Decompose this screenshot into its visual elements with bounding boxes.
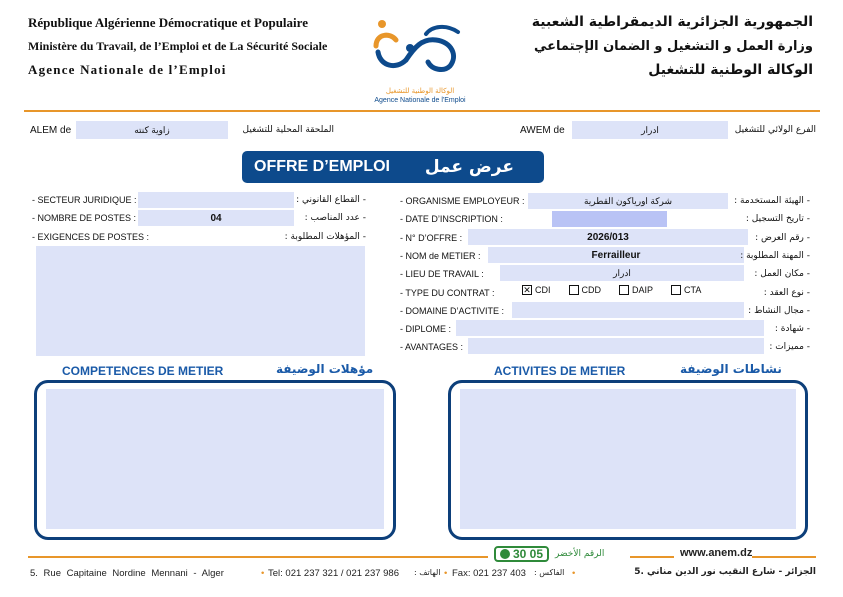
lieu-label: - LIEU DE TRAVAIL : <box>400 269 484 279</box>
header-fr-line2: Ministère du Travail, de l’Emploi et de La Sécurité Sociale <box>28 39 328 53</box>
contrat-option-label: CTA <box>684 285 702 295</box>
activites-title-ar: نشاطات الوضيفة <box>680 362 782 376</box>
title-banner <box>242 151 544 183</box>
awem-field[interactable]: ادرار <box>572 121 728 139</box>
green-number-label: الرقم الأخضر <box>555 549 605 559</box>
lieu-ar-label: - مكان العمل : <box>754 269 810 279</box>
header-ar-line3: الوكالة الوطنية للتشغيل <box>648 62 813 78</box>
contrat-ar-label: - نوع العقد : <box>763 288 810 298</box>
address-fr: 5. Rue Capitaine Nordine Mennani - Alger <box>30 568 224 579</box>
postes-ar-label: - عدد المناصب : <box>304 213 366 223</box>
organisme-ar-label: - الهيئة المستخدمة : <box>734 196 810 206</box>
footer-fax: Fax: 021 237 403 <box>452 568 526 579</box>
footer-tel: Tel: 021 237 321 / 021 237 986 <box>268 568 400 579</box>
header-ar-line2: وزارة العمل و التشغيل و الضمان الإجتماعي <box>534 39 813 54</box>
avantages-ar-label: - مميزات : <box>769 342 810 352</box>
header-fr-line3: Agence Nationale de l’Emploi <box>28 62 227 77</box>
footer-divider-left <box>28 556 488 558</box>
avantages-field[interactable] <box>468 338 764 354</box>
contrat-option-label: CDI <box>535 285 551 295</box>
contrat-label: - TYPE DU CONTRAT : <box>400 288 495 298</box>
contrat-option-daip[interactable] <box>619 285 653 295</box>
date-ar-label: - تاريخ التسجيل : <box>745 214 810 224</box>
address-ar: الجزائر - شارع النقيب نور الدين مناني .5 <box>634 567 816 577</box>
contrat-options <box>522 285 701 295</box>
checkbox-checked-icon[interactable]: ✕ <box>523 284 531 295</box>
domaine-ar-label: - مجال النشاط : <box>748 306 810 316</box>
alem-label: ALEM de <box>30 125 72 136</box>
secteur-ar-label: - القطاع القانوني : <box>296 195 366 205</box>
metier-label: - NOM de METIER : <box>400 251 481 261</box>
competences-title: COMPETENCES DE METIER <box>62 364 224 378</box>
header-divider <box>24 110 820 112</box>
footer-tel-ar: : الهاتف <box>414 568 441 577</box>
title-fr: OFFRE D’EMPLOI <box>254 158 390 175</box>
date-field[interactable] <box>552 211 667 227</box>
competences-title-ar: مؤهلات الوضيفة <box>276 362 374 376</box>
postes-label: - NOMBRE DE POSTES : <box>32 213 137 223</box>
green-number: 30 05 <box>513 547 544 561</box>
date-label: - DATE D’INSCRIPTION : <box>400 214 503 224</box>
bullet-icon: • <box>572 568 576 579</box>
bullet-icon: • <box>261 568 265 579</box>
domaine-field[interactable] <box>512 302 744 318</box>
offre-label: - N° D’OFFRE : <box>400 233 463 243</box>
secteur-label: - SECTEUR JURIDIQUE : <box>32 195 137 205</box>
competences-panel <box>34 380 396 540</box>
footer-divider-right <box>752 556 816 558</box>
contrat-option-cdi[interactable] <box>522 285 551 295</box>
header-ar-line1: الجمهورية الجزائرية الديمقراطية الشعبية <box>531 14 813 30</box>
competences-field[interactable] <box>46 389 384 529</box>
green-number-block <box>494 546 604 562</box>
logo-fr-text: Agence Nationale de l'Emploi <box>374 97 466 104</box>
activites-field[interactable] <box>460 389 796 529</box>
contrat-option-label: CDD <box>581 285 601 295</box>
contrat-option-label: DAIP <box>632 285 654 295</box>
contrat-option-cdd[interactable] <box>569 285 602 295</box>
organisme-field[interactable]: شركة اورياكون القطرية <box>528 193 728 209</box>
metier-field[interactable]: Ferrailleur <box>488 247 744 263</box>
offre-field[interactable]: 2026/013 <box>468 229 748 245</box>
footer-fax-ar: : الفاكس <box>534 568 565 577</box>
offre-ar-label: - رقم العرض : <box>755 233 810 243</box>
phone-icon <box>500 549 510 559</box>
lieu-field[interactable]: ادرار <box>500 265 744 281</box>
anem-logo <box>366 12 474 104</box>
checkbox-icon[interactable] <box>671 285 681 295</box>
awem-ar-label: الفرع الولائي للتشغيل <box>734 125 816 135</box>
header-fr-line1: République Algérienne Démocratique et Populaire <box>28 15 308 30</box>
checkbox-icon[interactable] <box>619 285 629 295</box>
activites-panel <box>448 380 808 540</box>
activites-title: ACTIVITES DE METIER <box>494 364 626 378</box>
checkbox-icon[interactable] <box>569 285 579 295</box>
diplome-label: - DIPLOME : <box>400 324 452 334</box>
diplome-ar-label: - شهادة : <box>774 324 810 334</box>
exigences-ar-label: - المؤهلات المطلوبة : <box>284 232 366 242</box>
exigences-field[interactable] <box>36 246 365 356</box>
exigences-label: - EXIGENCES DE POSTES : <box>32 232 150 242</box>
awem-label: AWEM de <box>520 125 565 136</box>
domaine-label: - DOMAINE D’ACTIVITE : <box>400 306 505 316</box>
organisme-label: - ORGANISME EMPLOYEUR : <box>400 196 525 206</box>
logo-icon <box>366 12 474 82</box>
footer-divider-mid <box>630 556 674 558</box>
bullet-icon: • <box>444 568 448 579</box>
alem-field[interactable]: زاوية كنته <box>76 121 228 139</box>
postes-field[interactable]: 04 <box>138 210 294 226</box>
diplome-field[interactable] <box>456 320 764 336</box>
avantages-label: - AVANTAGES : <box>400 342 464 352</box>
title-ar: عرض عمل <box>424 157 514 177</box>
green-number-badge <box>494 546 549 562</box>
website-link[interactable]: www.anem.dz <box>680 547 753 559</box>
secteur-field[interactable] <box>138 192 294 208</box>
logo-ar-text: الوكالة الوطنية للتشغيل <box>385 87 455 95</box>
contrat-option-cta[interactable] <box>671 285 701 295</box>
alem-ar-label: الملحقة المحلية للتشغيل <box>242 125 334 135</box>
metier-ar-label: - المهنة المطلوبة : <box>740 251 810 261</box>
